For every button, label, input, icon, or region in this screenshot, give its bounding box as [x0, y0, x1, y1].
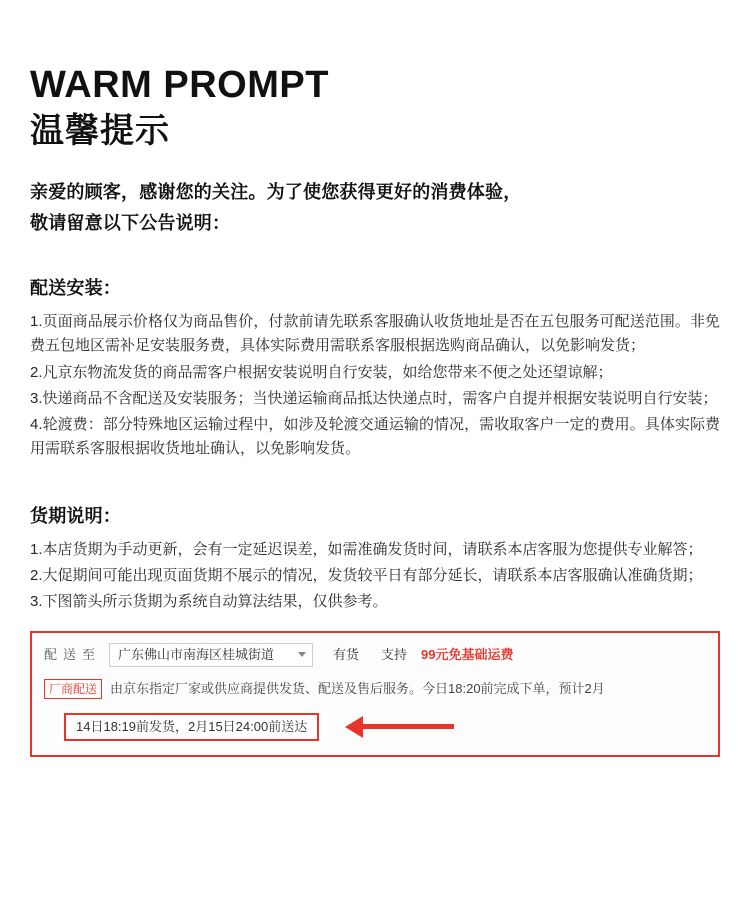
lead-time-item-2: 2.大促期间可能出现页面货期不展示的情况，发货较平日有部分延长，请联系本店客服确认准确货期； — [30, 567, 703, 585]
lead-time-item-3: 3.下图箭头所示货期为系统自动算法结果，仅供参考。 — [30, 593, 388, 611]
section-body-lead-time — [30, 538, 720, 615]
eta-highlight-box: 14日18:19前发货，2月15日24:00前送达 — [64, 713, 319, 741]
address-select-value: 广东佛山市南海区桂城街道 — [118, 646, 275, 662]
stock-status: 有货 — [333, 646, 360, 662]
intro-line-2: 敬请留意以下公告说明： — [30, 213, 231, 234]
delivery-item-4: 4.轮渡费：部分特殊地区运输过程中，如涉及轮渡交通运输的情况，需收取客户一定的费用。具体实际费用需联系客服根据收货地址确认，以免影响发货。 — [30, 416, 720, 458]
free-freight-badge: 99元免基础运费 — [421, 646, 514, 662]
support-label: 支持 — [381, 646, 408, 662]
page-title-chinese: 温馨提示 — [30, 111, 170, 150]
delivery-item-2: 2.凡京东物流发货的商品需客户根据安装说明自行安装，如给您带来不便之处还望谅解； — [30, 363, 613, 381]
vendor-delivery-description: 由京东指定厂家或供应商提供发货、配送及售后服务。今日18:20前完成下单，预计2月 — [110, 680, 605, 696]
section-delivery-installation — [30, 274, 720, 462]
intro-paragraph — [30, 177, 720, 240]
section-title-lead-time: 货期说明： — [30, 505, 121, 526]
address-select[interactable] — [109, 643, 313, 667]
vendor-delivery-tag: 厂商配送 — [44, 679, 102, 699]
eta-row — [44, 713, 706, 741]
delivery-info-widget — [30, 631, 720, 757]
section-title-delivery: 配送安装： — [30, 277, 121, 298]
delivery-item-3: 3.快递商品不含配送及安装服务；当快递运输商品抵达快递点时，需客户自提并根据安装说明自行安装； — [30, 389, 718, 407]
chevron-down-icon — [298, 652, 306, 657]
section-body-delivery — [30, 310, 720, 462]
vendor-delivery-row — [44, 679, 706, 699]
delivery-item-1: 1.页面商品展示价格仅为商品售价，付款前请先联系客服确认收货地址是否在五包服务可配送范围。非免费五包地区需补足安装服务费，具体实际费用需联系客服根据选购商品确认，以免影响发货； — [30, 312, 720, 355]
intro-line-1: 亲爱的顾客，感谢您的关注。为了使您获得更好的消费体验， — [30, 181, 522, 202]
delivery-address-row — [44, 643, 706, 667]
lead-time-item-1: 1.本店货期为手动更新，会有一定延迟误差，如需准确发货时间，请联系本店客服为您提供专业解答； — [30, 540, 703, 558]
delivery-to-label: 配送至 — [44, 646, 102, 662]
red-arrow-icon — [345, 716, 454, 738]
page-title-english: WARM PROMPT — [30, 64, 329, 106]
section-lead-time — [30, 502, 720, 615]
